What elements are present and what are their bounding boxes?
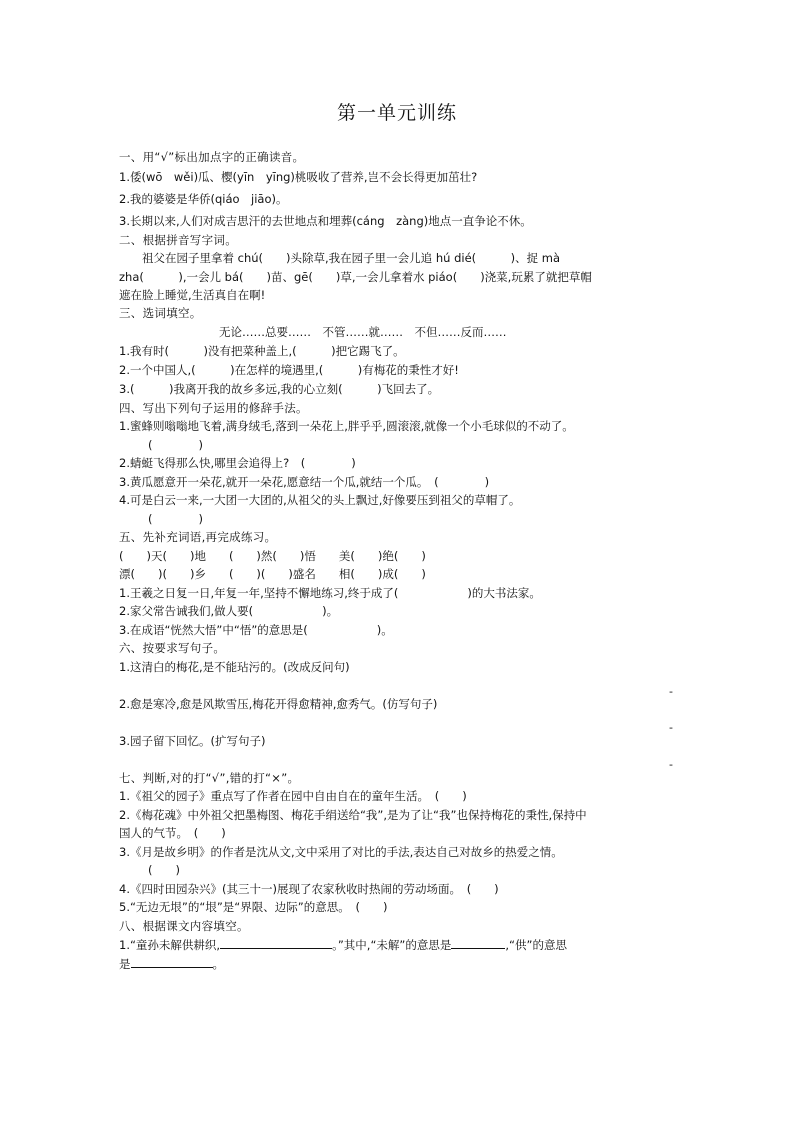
s4-question-3: 3.黄瓜愿意开一朵花,就开一朵花,愿意结一个瓜,就结一个瓜。 ( ) <box>119 475 490 489</box>
s4-question-1-blank: ( ) <box>148 438 203 452</box>
s8-fill-blank-3[interactable] <box>131 955 213 968</box>
s1-question-2: 2.我的婆婆是华侨(qiáo jiāo)。 <box>119 192 288 206</box>
s7-question-2-cont: 国人的气节。 ( ) <box>119 826 226 840</box>
s6-answer-line-mark: - <box>669 721 673 734</box>
s6-answer-line-mark: - <box>669 758 673 771</box>
s5-question-1: 1.王羲之日复一日,年复一年,坚持不懈地练习,终于成了( )的大书法家。 <box>119 586 541 600</box>
s8-q1-text-d: 是 <box>119 957 131 971</box>
s4-question-2: 2.蜻蜓飞得那么快,哪里会追得上? ( ) <box>119 456 356 470</box>
section-3-heading: 三、选词填空。 <box>119 306 202 320</box>
s6-answer-line-mark: - <box>669 685 673 698</box>
section-1-heading: 一、用“√”标出加点字的正确读音。 <box>119 150 305 164</box>
s8-fill-blank-2[interactable] <box>451 936 505 949</box>
page-title: 第一单元训练 <box>336 102 457 124</box>
s3-question-3: 3.( )我离开我的故乡多远,我的心立刻( )飞回去了。 <box>119 382 440 396</box>
s5-word-row-2: 漂( )( )乡 ( )( )盛名 相( )成( ) <box>119 567 426 581</box>
s8-fill-blank-1[interactable] <box>220 936 332 949</box>
s5-word-row-1: ( )天( )地 ( )然( )悟 美( )绝( ) <box>119 549 426 563</box>
s7-question-1: 1.《祖父的园子》重点写了作者在园中自由自在的童年生活。 ( ) <box>119 789 467 803</box>
s7-question-4: 4.《四时田园杂兴》(其三十一)展现了农家秋收时热闹的劳动场面。 ( ) <box>119 882 499 896</box>
s8-q1-text-e: 。 <box>212 957 224 971</box>
s8-q1-text-b: 。”其中,“未解”的意思是 <box>332 938 452 952</box>
section-6-heading: 六、按要求写句子。 <box>119 641 226 655</box>
section-7-heading: 七、判断,对的打“√”,错的打“×”。 <box>119 771 300 785</box>
s2-line-1: 祖父在园子里拿着 chú( )头除草,我在园子里一会儿追 hú dié( )、捉 mà <box>119 251 561 265</box>
s8-q1-text-c: ,“供”的意思 <box>505 938 567 952</box>
s3-question-2: 2.一个中国人,( )在怎样的境遇里,( )有梅花的秉性才好! <box>119 363 459 377</box>
section-2-heading: 二、根据拼音写字词。 <box>119 233 237 247</box>
s8-question-1-cont <box>119 955 224 972</box>
section-4-heading: 四、写出下列句子运用的修辞手法。 <box>119 401 308 415</box>
s5-question-2: 2.家父常告诫我们,做人要( )。 <box>119 604 339 618</box>
s4-question-1: 1.蜜蜂则嗡嗡地飞着,满身绒毛,落到一朵花上,胖乎乎,圆滚滚,就像一个小毛球似的不动了。 <box>119 419 574 433</box>
section-8-heading: 八、根据课文内容填空。 <box>119 919 249 933</box>
s7-question-2: 2.《梅花魂》中外祖父把墨梅图、梅花手绢送给“我”,是为了让“我”也保持梅花的秉性,保持中 <box>119 808 587 822</box>
s2-line-2: zha( ),一会儿 bá( )苗、gē( )草,一会儿拿着水 piáo( )浇菜,玩累了就把草帽 <box>119 270 592 284</box>
s5-question-3: 3.在成语“恍然大悟”中“悟”的意思是( )。 <box>119 623 393 637</box>
s7-question-5: 5.“无边无垠”的“垠”是“界限、边际”的意思。 ( ) <box>119 900 388 914</box>
section-5-heading: 五、先补充词语,再完成练习。 <box>119 530 277 544</box>
s3-question-1: 1.我有时( )没有把菜种盖上,( )把它踢飞了。 <box>119 344 405 358</box>
s3-word-options: 无论……总要…… 不管……就…… 不但……反而…… <box>219 325 507 339</box>
s7-question-3: 3.《月是故乡明》的作者是沈从文,文中采用了对比的手法,表达自己对故乡的热爱之情。 <box>119 845 563 859</box>
s6-question-2: 2.愈是寒冷,愈是风欺雪压,梅花开得愈精神,愈秀气。(仿写句子) <box>119 697 438 711</box>
s2-line-3: 遮在脸上睡觉,生活真自在啊! <box>119 288 266 302</box>
s6-question-3: 3.园子留下回忆。(扩写句子) <box>119 734 266 748</box>
s1-question-1: 1.倭(wō wěi)瓜、樱(yīn yīng)桃吸收了营养,岂不会长得更加茁壮? <box>119 170 478 184</box>
s8-question-1 <box>119 936 567 953</box>
s6-question-1: 1.这清白的梅花,是不能玷污的。(改成反问句) <box>119 660 350 674</box>
s1-question-3: 3.长期以来,人们对成吉思汗的去世地点和埋葬(cáng zàng)地点一直争论不休。 <box>119 214 532 228</box>
s7-question-3-blank: ( ) <box>148 863 180 877</box>
s4-question-4-blank: ( ) <box>148 512 203 526</box>
s4-question-4: 4.可是白云一来,一大团一大团的,从祖父的头上飘过,好像要压到祖父的草帽了。 <box>119 493 521 507</box>
s8-q1-text-a: 1.“童孙未解供耕织, <box>119 938 221 952</box>
